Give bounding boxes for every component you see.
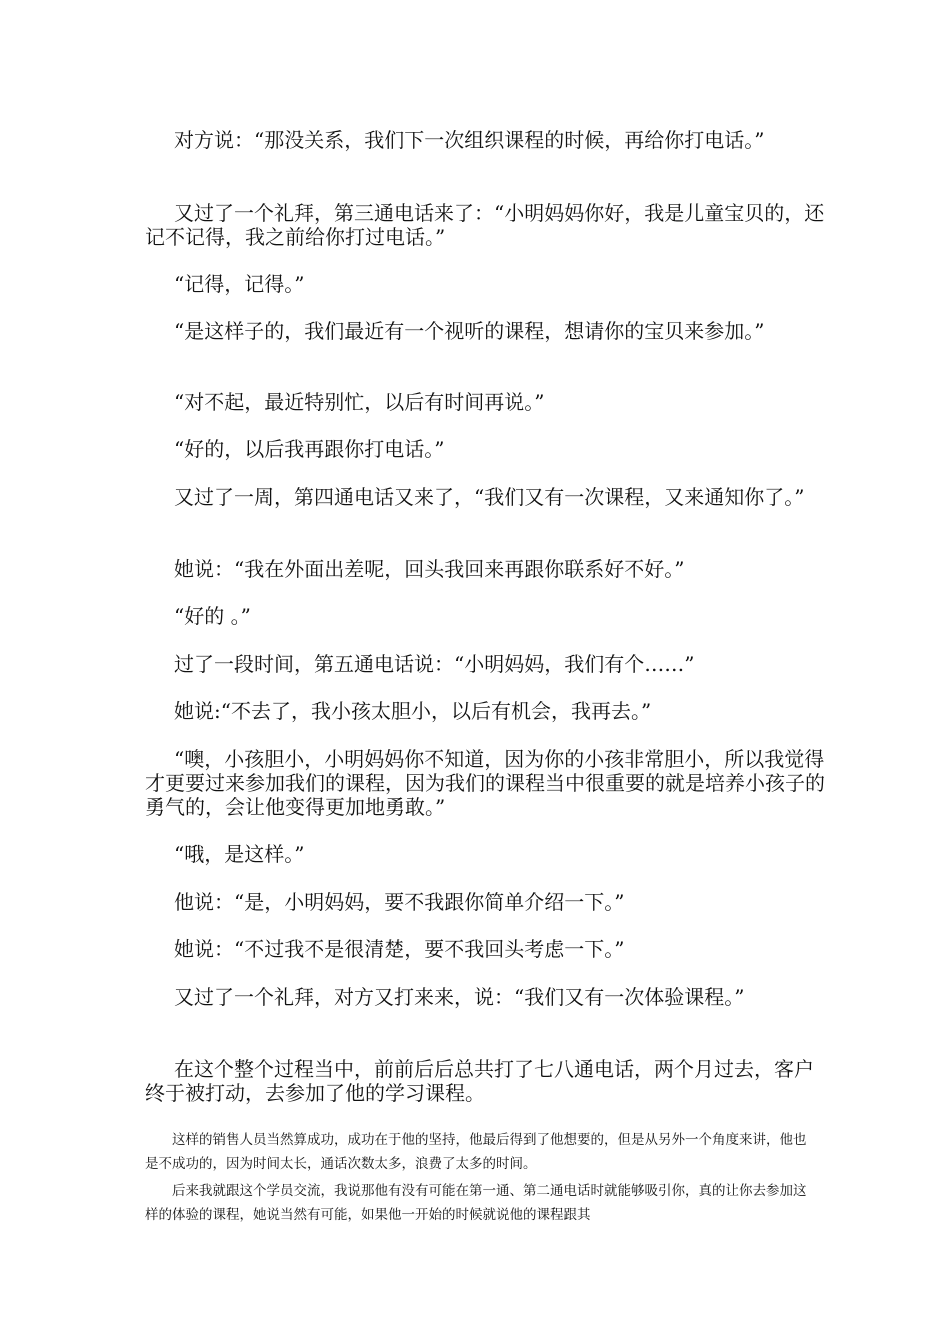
paragraph-16: 又过了一个礼拜，对方又打来来，说：“我们又有一次体验课程。”: [174, 985, 745, 1009]
paragraph-6: “好的，以后我再跟你打电话。”: [174, 437, 445, 461]
paragraph-12: “噢，小孩胆小，小明妈妈你不知道，因为你的小孩非常胆小，所以我觉得才更要过来参加我们的课程，因为我们的课程当中很重要的就是培养小孩子的勇气的，会让他变得更加地勇敢。”: [145, 747, 825, 819]
paragraph-3: “记得，记得。”: [174, 272, 305, 296]
paragraph-13: “哦，是这样。”: [174, 842, 305, 866]
paragraph-4: “是这样子的，我们最近有一个视听的课程，想请你的宝贝来参加。”: [174, 319, 765, 343]
paragraph-10: 过了一段时间，第五通电话说：“小明妈妈，我们有个……”: [174, 652, 695, 676]
paragraph-7: 又过了一周，第四通电话又来了，“我们又有一次课程，又来通知你了。”: [174, 485, 805, 509]
paragraph-1: 对方说：“那没关系，我们下一次组织课程的时候，再给你打电话。”: [174, 128, 765, 152]
paragraph-2: 又过了一个礼拜，第三通电话来了：“小明妈妈你好，我是儿童宝贝的，还记不记得，我之前给你打过电话。”: [145, 201, 825, 249]
paragraph-11: 她说:“不去了，我小孩太胆小，以后有机会，我再去。”: [174, 699, 652, 723]
paragraph-14: 他说：“是，小明妈妈，要不我跟你简单介绍一下。”: [174, 890, 625, 914]
paragraph-8: 她说：“我在外面出差呢，回头我回来再跟你联系好不好。”: [174, 557, 685, 581]
paragraph-9: “好的 。”: [174, 604, 251, 628]
small-paragraph-1: 这样的销售人员当然算成功，成功在于他的坚持，他最后得到了他想要的，但是从另外一个角度来讲，他也是不成功的，因为时间太长，通话次数太多，浪费了太多的时间。: [145, 1132, 807, 1172]
paragraph-17: 在这个整个过程当中，前前后后总共打了七八通电话，两个月过去，客户终于被打动，去参加了他的学习课程。: [145, 1057, 814, 1105]
paragraph-5: “对不起，最近特别忙，以后有时间再说。”: [174, 390, 545, 414]
small-paragraph-2: 后来我就跟这个学员交流，我说那他有没有可能在第一通、第二通电话时就能够吸引你，真的让你去参加这样的体验的课程，她说当然有可能，如果他一开始的时候就说他的课程跟其: [145, 1183, 807, 1223]
paragraph-15: 她说：“不过我不是很清楚，要不我回头考虑一下。”: [174, 937, 625, 961]
